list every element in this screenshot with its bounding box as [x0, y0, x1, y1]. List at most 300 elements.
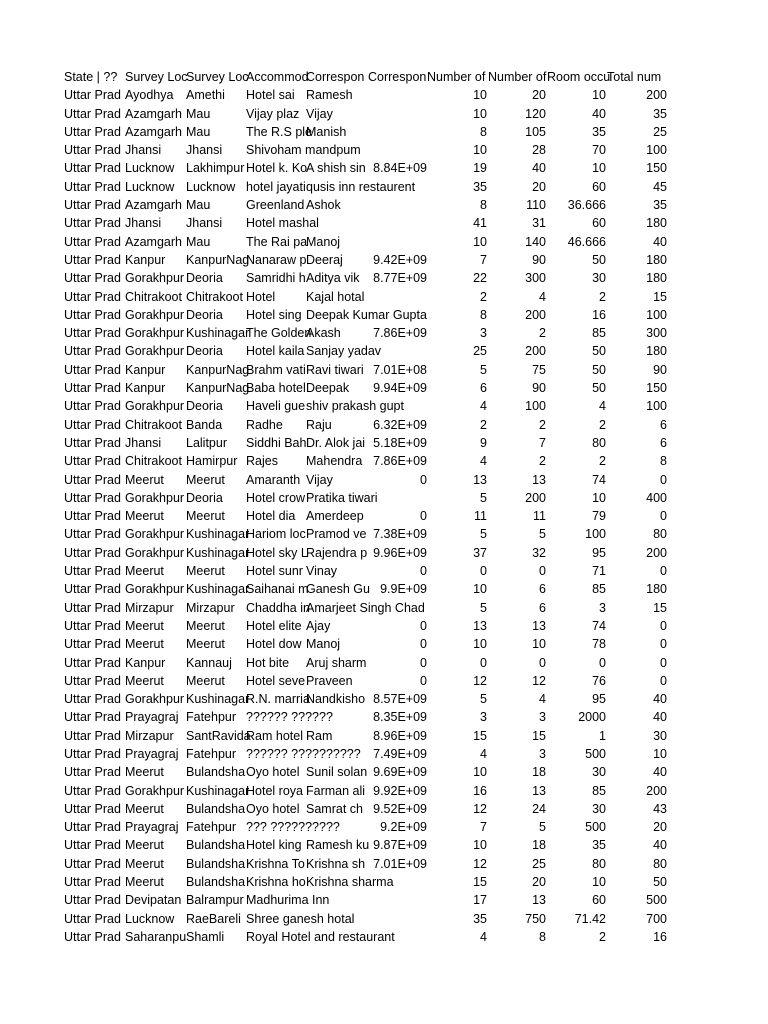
room-occupancy-cell[interactable]: 10: [592, 161, 606, 176]
region-cell[interactable]: Devipatan: [125, 893, 182, 908]
room-occupancy-cell[interactable]: 80: [592, 856, 606, 871]
total-number-cell[interactable]: 500: [646, 893, 667, 908]
contact-number-cell[interactable]: 9.42E+09: [373, 252, 427, 267]
contact-name-cell[interactable]: A shish sin: [306, 161, 366, 176]
district-cell[interactable]: Jhansi: [186, 216, 223, 231]
region-cell[interactable]: Gorakhpur: [125, 344, 185, 359]
room-occupancy-cell[interactable]: 30: [592, 271, 606, 286]
region-cell[interactable]: Gorakhpur: [125, 307, 185, 322]
number-cell[interactable]: 200: [525, 490, 546, 505]
accommodation-cell[interactable]: Siddhi Bah: [246, 435, 307, 450]
number-cell[interactable]: 12: [473, 673, 487, 688]
number-cell[interactable]: 5: [480, 600, 487, 615]
contact-number-cell[interactable]: 6.32E+09: [373, 417, 427, 432]
region-cell[interactable]: Meerut: [125, 838, 164, 853]
number-cell[interactable]: 13: [532, 472, 546, 487]
district-cell[interactable]: Bulandsha: [186, 875, 246, 890]
number-cell[interactable]: 28: [532, 143, 546, 158]
number-cell[interactable]: 10: [473, 637, 487, 652]
contact-name-cell[interactable]: Ganesh Gu: [306, 582, 370, 597]
contact-number-cell[interactable]: 8.96E+09: [373, 728, 427, 743]
contact-number-cell[interactable]: 7.49E+09: [373, 746, 427, 761]
room-occupancy-cell[interactable]: 85: [592, 783, 606, 798]
region-cell[interactable]: Kanpur: [125, 362, 166, 377]
region-cell[interactable]: Gorakhpur: [125, 399, 185, 414]
total-number-cell[interactable]: 200: [646, 545, 667, 560]
district-cell[interactable]: Kushinagar: [186, 692, 250, 707]
region-cell[interactable]: Chitrakoot: [125, 454, 182, 469]
contact-number-cell[interactable]: 8.84E+09: [373, 161, 427, 176]
number-cell[interactable]: 8: [539, 929, 546, 944]
state-cell[interactable]: Uttar Prad: [64, 289, 121, 304]
state-cell[interactable]: Uttar Prad: [64, 509, 121, 524]
number-cell[interactable]: 0: [480, 564, 487, 579]
contact-name-cell[interactable]: Mahendra: [306, 454, 363, 469]
number-cell[interactable]: 6: [539, 582, 546, 597]
region-cell[interactable]: Chitrakoot: [125, 289, 182, 304]
region-cell[interactable]: Gorakhpur: [125, 545, 185, 560]
region-cell[interactable]: Meerut: [125, 673, 164, 688]
district-cell[interactable]: Mau: [186, 106, 211, 121]
accommodation-cell[interactable]: Brahm vati: [246, 362, 306, 377]
state-cell[interactable]: Uttar Prad: [64, 417, 121, 432]
district-cell[interactable]: Kushinagar: [186, 326, 250, 341]
district-cell[interactable]: Mau: [186, 124, 211, 139]
room-occupancy-cell[interactable]: 10: [592, 88, 606, 103]
room-occupancy-cell[interactable]: 78: [592, 637, 606, 652]
header-cell[interactable]: Total num: [607, 70, 662, 84]
accommodation-cell[interactable]: ?????? ??????: [246, 710, 333, 725]
total-number-cell[interactable]: 150: [646, 381, 667, 396]
region-cell[interactable]: Gorakhpur: [125, 692, 185, 707]
region-cell[interactable]: Mirzapur: [125, 728, 174, 743]
accommodation-cell[interactable]: Oyo hotel: [246, 801, 300, 816]
contact-number-cell[interactable]: 7.01E+09: [373, 856, 427, 871]
accommodation-cell[interactable]: Hotel elite: [246, 618, 302, 633]
state-cell[interactable]: Uttar Prad: [64, 618, 121, 633]
number-cell[interactable]: 5: [480, 692, 487, 707]
number-cell[interactable]: 2: [539, 417, 546, 432]
total-number-cell[interactable]: 100: [646, 399, 667, 414]
region-cell[interactable]: Gorakhpur: [125, 582, 185, 597]
total-number-cell[interactable]: 0: [660, 655, 667, 670]
contact-name-cell[interactable]: Ram: [306, 728, 333, 743]
state-cell[interactable]: Uttar Prad: [64, 564, 121, 579]
number-cell[interactable]: 300: [525, 271, 546, 286]
number-cell[interactable]: 110: [526, 198, 546, 213]
state-cell[interactable]: Uttar Prad: [64, 179, 121, 194]
district-cell[interactable]: Fatehpur: [186, 820, 237, 835]
district-cell[interactable]: KanpurNag: [186, 362, 250, 377]
number-cell[interactable]: 12: [473, 801, 487, 816]
accommodation-cell[interactable]: Hotel dow: [246, 637, 302, 652]
accommodation-cell[interactable]: Hotel sai: [246, 88, 295, 103]
region-cell[interactable]: Ayodhya: [125, 88, 174, 103]
contact-name-cell[interactable]: Nandkisho: [306, 692, 366, 707]
district-cell[interactable]: Mirzapur: [186, 600, 235, 615]
state-cell[interactable]: Uttar Prad: [64, 838, 121, 853]
number-cell[interactable]: 10: [473, 106, 487, 121]
state-cell[interactable]: Uttar Prad: [64, 875, 121, 890]
room-occupancy-cell[interactable]: 10: [592, 875, 606, 890]
contact-number-cell[interactable]: 7.86E+09: [373, 454, 427, 469]
region-cell[interactable]: Lucknow: [125, 179, 175, 194]
district-cell[interactable]: Meerut: [186, 472, 225, 487]
room-occupancy-cell[interactable]: 76: [592, 673, 606, 688]
total-number-cell[interactable]: 35: [653, 106, 667, 121]
accommodation-cell[interactable]: Hot bite: [246, 655, 290, 670]
contact-name-cell[interactable]: Ravi tiwari: [306, 362, 364, 377]
region-cell[interactable]: Kanpur: [125, 381, 166, 396]
number-cell[interactable]: 8: [480, 307, 487, 322]
contact-number-cell[interactable]: 8.57E+09: [373, 692, 427, 707]
region-cell[interactable]: Meerut: [125, 801, 164, 816]
contact-number-cell[interactable]: 7.38E+09: [373, 527, 427, 542]
number-cell[interactable]: 3: [539, 746, 546, 761]
room-occupancy-cell[interactable]: 2: [599, 289, 606, 304]
number-cell[interactable]: 15: [473, 728, 487, 743]
state-cell[interactable]: Uttar Prad: [64, 124, 121, 139]
contact-name-cell[interactable]: Sunil solan: [306, 765, 368, 780]
state-cell[interactable]: Uttar Prad: [64, 655, 121, 670]
contact-name-cell[interactable]: Samrat ch: [306, 801, 363, 816]
number-cell[interactable]: 5: [480, 362, 487, 377]
region-cell[interactable]: Meerut: [125, 509, 164, 524]
total-number-cell[interactable]: 40: [653, 838, 667, 853]
number-cell[interactable]: 90: [532, 381, 546, 396]
district-cell[interactable]: Mau: [186, 198, 211, 213]
contact-name-cell[interactable]: Vijay: [306, 472, 333, 487]
contact-name-cell[interactable]: Ramesh: [306, 88, 353, 103]
room-occupancy-cell[interactable]: 70: [592, 143, 606, 158]
region-cell[interactable]: Gorakhpur: [125, 271, 185, 286]
total-number-cell[interactable]: 50: [653, 875, 667, 890]
district-cell[interactable]: Deoria: [186, 307, 223, 322]
state-cell[interactable]: Uttar Prad: [64, 307, 121, 322]
contact-name-cell[interactable]: Akash: [306, 326, 341, 341]
accommodation-cell[interactable]: Shree ganesh hotal: [246, 911, 355, 926]
region-cell[interactable]: Gorakhpur: [125, 527, 185, 542]
number-cell[interactable]: 4: [539, 289, 546, 304]
contact-name-cell[interactable]: Aruj sharm: [306, 655, 367, 670]
number-cell[interactable]: 9: [480, 435, 487, 450]
number-cell[interactable]: 0: [480, 655, 487, 670]
number-cell[interactable]: 10: [473, 234, 487, 249]
header-cell[interactable]: Room occu: [547, 70, 611, 84]
header-cell[interactable]: Correspon: [368, 70, 427, 84]
accommodation-cell[interactable]: The Rai pa: [246, 234, 308, 249]
state-cell[interactable]: Uttar Prad: [64, 856, 121, 871]
state-cell[interactable]: Uttar Prad: [64, 582, 121, 597]
total-number-cell[interactable]: 45: [653, 179, 667, 194]
district-cell[interactable]: Amethi: [186, 88, 225, 103]
number-cell[interactable]: 7: [480, 820, 487, 835]
number-cell[interactable]: 12: [473, 856, 487, 871]
contact-name-cell[interactable]: Deeraj: [306, 252, 343, 267]
number-cell[interactable]: 15: [532, 728, 546, 743]
district-cell[interactable]: Meerut: [186, 564, 225, 579]
district-cell[interactable]: Deoria: [186, 399, 223, 414]
contact-number-cell[interactable]: 7.86E+09: [373, 326, 427, 341]
total-number-cell[interactable]: 43: [653, 801, 667, 816]
header-cell[interactable]: Correspon: [306, 70, 365, 84]
room-occupancy-cell[interactable]: 100: [585, 527, 606, 542]
room-occupancy-cell[interactable]: 36.666: [567, 198, 606, 213]
accommodation-cell[interactable]: Amaranth: [246, 472, 301, 487]
district-cell[interactable]: Kushinagar: [186, 527, 250, 542]
state-cell[interactable]: Uttar Prad: [64, 161, 121, 176]
district-cell[interactable]: KanpurNag: [186, 252, 250, 267]
contact-number-cell[interactable]: 9.92E+09: [373, 783, 427, 798]
number-cell[interactable]: 10: [473, 143, 487, 158]
total-number-cell[interactable]: 10: [653, 746, 667, 761]
contact-number-cell[interactable]: 9.9E+09: [380, 582, 427, 597]
total-number-cell[interactable]: 200: [646, 88, 667, 103]
district-cell[interactable]: Bulandsha: [186, 856, 246, 871]
number-cell[interactable]: 3: [539, 710, 546, 725]
total-number-cell[interactable]: 35: [653, 198, 667, 213]
state-cell[interactable]: Uttar Prad: [64, 252, 121, 267]
state-cell[interactable]: Uttar Prad: [64, 929, 121, 944]
district-cell[interactable]: Mau: [186, 234, 211, 249]
contact-name-cell[interactable]: Farman ali: [306, 783, 366, 798]
region-cell[interactable]: Azamgarh: [125, 106, 182, 121]
number-cell[interactable]: 2: [539, 326, 546, 341]
region-cell[interactable]: Meerut: [125, 637, 164, 652]
contact-name-cell[interactable]: Kajal hotal: [306, 289, 365, 304]
region-cell[interactable]: Jhansi: [125, 216, 162, 231]
state-cell[interactable]: Uttar Prad: [64, 362, 121, 377]
number-cell[interactable]: 11: [533, 509, 546, 524]
accommodation-cell[interactable]: Hotel sky L: [246, 545, 308, 560]
number-cell[interactable]: 100: [525, 399, 546, 414]
district-cell[interactable]: Kushinagar: [186, 783, 250, 798]
district-cell[interactable]: Bulandsha: [186, 765, 246, 780]
accommodation-cell[interactable]: Saihanai m: [246, 582, 309, 597]
accommodation-cell[interactable]: Haveli gue: [246, 399, 306, 414]
total-number-cell[interactable]: 25: [653, 124, 667, 139]
accommodation-cell[interactable]: Krishna ho: [246, 875, 306, 890]
number-cell[interactable]: 10: [473, 88, 487, 103]
contact-number-cell[interactable]: 9.69E+09: [373, 765, 427, 780]
room-occupancy-cell[interactable]: 60: [592, 893, 606, 908]
room-occupancy-cell[interactable]: 74: [592, 472, 606, 487]
total-number-cell[interactable]: 30: [653, 728, 667, 743]
total-number-cell[interactable]: 100: [646, 143, 667, 158]
total-number-cell[interactable]: 0: [660, 472, 667, 487]
accommodation-cell[interactable]: Samridhi h: [246, 271, 306, 286]
number-cell[interactable]: 5: [539, 527, 546, 542]
total-number-cell[interactable]: 0: [660, 637, 667, 652]
total-number-cell[interactable]: 300: [646, 326, 667, 341]
room-occupancy-cell[interactable]: 74: [592, 618, 606, 633]
number-cell[interactable]: 75: [532, 362, 546, 377]
district-cell[interactable]: Meerut: [186, 637, 225, 652]
district-cell[interactable]: Kushinagar: [186, 545, 250, 560]
room-occupancy-cell[interactable]: 35: [592, 124, 606, 139]
accommodation-cell[interactable]: Hotel seve: [246, 673, 306, 688]
contact-name-cell[interactable]: Pramod ve: [306, 527, 367, 542]
district-cell[interactable]: Lakhimpur: [186, 161, 245, 176]
accommodation-cell[interactable]: Radhe: [246, 417, 283, 432]
room-occupancy-cell[interactable]: 35: [592, 838, 606, 853]
number-cell[interactable]: 2: [480, 289, 487, 304]
contact-name-cell[interactable]: Manoj: [306, 637, 341, 652]
number-cell[interactable]: 7: [480, 252, 487, 267]
state-cell[interactable]: Uttar Prad: [64, 783, 121, 798]
room-occupancy-cell[interactable]: 95: [592, 692, 606, 707]
number-cell[interactable]: 140: [525, 234, 546, 249]
total-number-cell[interactable]: 180: [646, 344, 667, 359]
state-cell[interactable]: Uttar Prad: [64, 692, 121, 707]
district-cell[interactable]: SantRavida: [186, 728, 251, 743]
room-occupancy-cell[interactable]: 71.42: [574, 911, 606, 926]
number-cell[interactable]: 25: [532, 856, 546, 871]
number-cell[interactable]: 5: [539, 820, 546, 835]
state-cell[interactable]: Uttar Prad: [64, 88, 121, 103]
district-cell[interactable]: Bulandsha: [186, 838, 246, 853]
region-cell[interactable]: Azamgarh: [125, 124, 182, 139]
state-cell[interactable]: Uttar Prad: [64, 746, 121, 761]
number-cell[interactable]: 3: [480, 710, 487, 725]
room-occupancy-cell[interactable]: 3: [599, 600, 606, 615]
region-cell[interactable]: Azamgarh: [125, 198, 182, 213]
room-occupancy-cell[interactable]: 2000: [578, 710, 606, 725]
state-cell[interactable]: Uttar Prad: [64, 637, 121, 652]
contact-number-cell[interactable]: 9.52E+09: [373, 801, 427, 816]
number-cell[interactable]: 8: [480, 124, 487, 139]
room-occupancy-cell[interactable]: 50: [592, 344, 606, 359]
district-cell[interactable]: Chitrakoot: [186, 289, 243, 304]
accommodation-cell[interactable]: Krishna To: [246, 856, 305, 871]
room-occupancy-cell[interactable]: 60: [592, 179, 606, 194]
accommodation-cell[interactable]: Baba hotel: [246, 381, 306, 396]
region-cell[interactable]: Meerut: [125, 564, 164, 579]
accommodation-cell[interactable]: Oyo hotel: [246, 765, 300, 780]
accommodation-cell[interactable]: Royal Hotel and restaurant: [246, 929, 395, 944]
region-cell[interactable]: Mirzapur: [125, 600, 174, 615]
region-cell[interactable]: Gorakhpur: [125, 490, 185, 505]
contact-number-cell[interactable]: 7.01E+08: [373, 362, 427, 377]
number-cell[interactable]: 37: [473, 545, 487, 560]
header-cell[interactable]: State | ??: [64, 70, 118, 84]
accommodation-cell[interactable]: ??? ??????????: [246, 820, 340, 835]
number-cell[interactable]: 200: [525, 307, 546, 322]
region-cell[interactable]: Prayagraj: [125, 746, 179, 761]
room-occupancy-cell[interactable]: 79: [592, 509, 606, 524]
contact-name-cell[interactable]: Deepak Kumar Gupta: [306, 307, 427, 322]
accommodation-cell[interactable]: Hotel dia: [246, 509, 296, 524]
region-cell[interactable]: Gorakhpur: [125, 326, 185, 341]
number-cell[interactable]: 40: [532, 161, 546, 176]
number-cell[interactable]: 90: [532, 252, 546, 267]
room-occupancy-cell[interactable]: 2: [599, 929, 606, 944]
region-cell[interactable]: Meerut: [125, 472, 164, 487]
state-cell[interactable]: Uttar Prad: [64, 490, 121, 505]
number-cell[interactable]: 6: [539, 600, 546, 615]
room-occupancy-cell[interactable]: 2: [599, 417, 606, 432]
contact-number-cell[interactable]: 0: [420, 472, 427, 487]
total-number-cell[interactable]: 0: [660, 564, 667, 579]
region-cell[interactable]: Jhansi: [125, 143, 162, 158]
number-cell[interactable]: 18: [532, 765, 546, 780]
accommodation-cell[interactable]: Nanaraw p: [246, 252, 307, 267]
number-cell[interactable]: 10: [473, 838, 487, 853]
state-cell[interactable]: Uttar Prad: [64, 106, 121, 121]
region-cell[interactable]: Lucknow: [125, 911, 175, 926]
accommodation-cell[interactable]: The Golden: [246, 326, 312, 341]
region-cell[interactable]: Meerut: [125, 618, 164, 633]
district-cell[interactable]: Kushinagar: [186, 582, 250, 597]
contact-name-cell[interactable]: Raju: [306, 417, 332, 432]
state-cell[interactable]: Uttar Prad: [64, 600, 121, 615]
accommodation-cell[interactable]: hotel jayati: [246, 179, 306, 194]
number-cell[interactable]: 20: [532, 88, 546, 103]
accommodation-cell[interactable]: Hotel k. Ko: [246, 161, 308, 176]
district-cell[interactable]: Meerut: [186, 509, 225, 524]
accommodation-cell[interactable]: Rajes: [246, 454, 278, 469]
accommodation-cell[interactable]: The R.S ple: [246, 124, 313, 139]
header-cell[interactable]: Accommod: [246, 70, 309, 84]
number-cell[interactable]: 4: [539, 692, 546, 707]
accommodation-cell[interactable]: Shivoham mandpum: [246, 143, 361, 158]
number-cell[interactable]: 20: [532, 875, 546, 890]
total-number-cell[interactable]: 90: [653, 362, 667, 377]
room-occupancy-cell[interactable]: 85: [592, 326, 606, 341]
region-cell[interactable]: Saharanpu: [125, 929, 187, 944]
contact-number-cell[interactable]: 0: [420, 618, 427, 633]
state-cell[interactable]: Uttar Prad: [64, 143, 121, 158]
number-cell[interactable]: 0: [539, 655, 546, 670]
number-cell[interactable]: 8: [480, 198, 487, 213]
contact-number-cell[interactable]: 0: [420, 673, 427, 688]
state-cell[interactable]: Uttar Prad: [64, 673, 121, 688]
contact-name-cell[interactable]: Vijay: [306, 106, 333, 121]
room-occupancy-cell[interactable]: 71: [592, 564, 606, 579]
number-cell[interactable]: 20: [532, 179, 546, 194]
total-number-cell[interactable]: 400: [646, 490, 667, 505]
accommodation-cell[interactable]: Ram hotel: [246, 728, 303, 743]
total-number-cell[interactable]: 40: [653, 692, 667, 707]
district-cell[interactable]: Deoria: [186, 490, 223, 505]
accommodation-cell[interactable]: Hotel: [246, 289, 276, 304]
accommodation-cell[interactable]: Hotel mashal: [246, 216, 319, 231]
number-cell[interactable]: 3: [480, 326, 487, 341]
number-cell[interactable]: 200: [525, 344, 546, 359]
room-occupancy-cell[interactable]: 95: [592, 545, 606, 560]
state-cell[interactable]: Uttar Prad: [64, 326, 121, 341]
state-cell[interactable]: Uttar Prad: [64, 344, 121, 359]
contact-name-cell[interactable]: Praveen: [306, 673, 353, 688]
accommodation-cell[interactable]: Hotel roya: [246, 783, 303, 798]
accommodation-cell[interactable]: Vijay plaz: [246, 106, 300, 121]
number-cell[interactable]: 4: [480, 399, 487, 414]
room-occupancy-cell[interactable]: 50: [592, 362, 606, 377]
room-occupancy-cell[interactable]: 30: [592, 765, 606, 780]
number-cell[interactable]: 15: [473, 875, 487, 890]
region-cell[interactable]: Lucknow: [125, 161, 175, 176]
contact-name-cell[interactable]: Sanjay yadav: [306, 344, 382, 359]
accommodation-cell[interactable]: Hotel king: [246, 838, 302, 853]
room-occupancy-cell[interactable]: 2: [599, 454, 606, 469]
total-number-cell[interactable]: 200: [646, 783, 667, 798]
contact-name-cell[interactable]: Ashok: [306, 198, 341, 213]
room-occupancy-cell[interactable]: 4: [599, 399, 606, 414]
state-cell[interactable]: Uttar Prad: [64, 198, 121, 213]
district-cell[interactable]: Lalitpur: [186, 435, 227, 450]
number-cell[interactable]: 7: [539, 435, 546, 450]
state-cell[interactable]: Uttar Prad: [64, 381, 121, 396]
